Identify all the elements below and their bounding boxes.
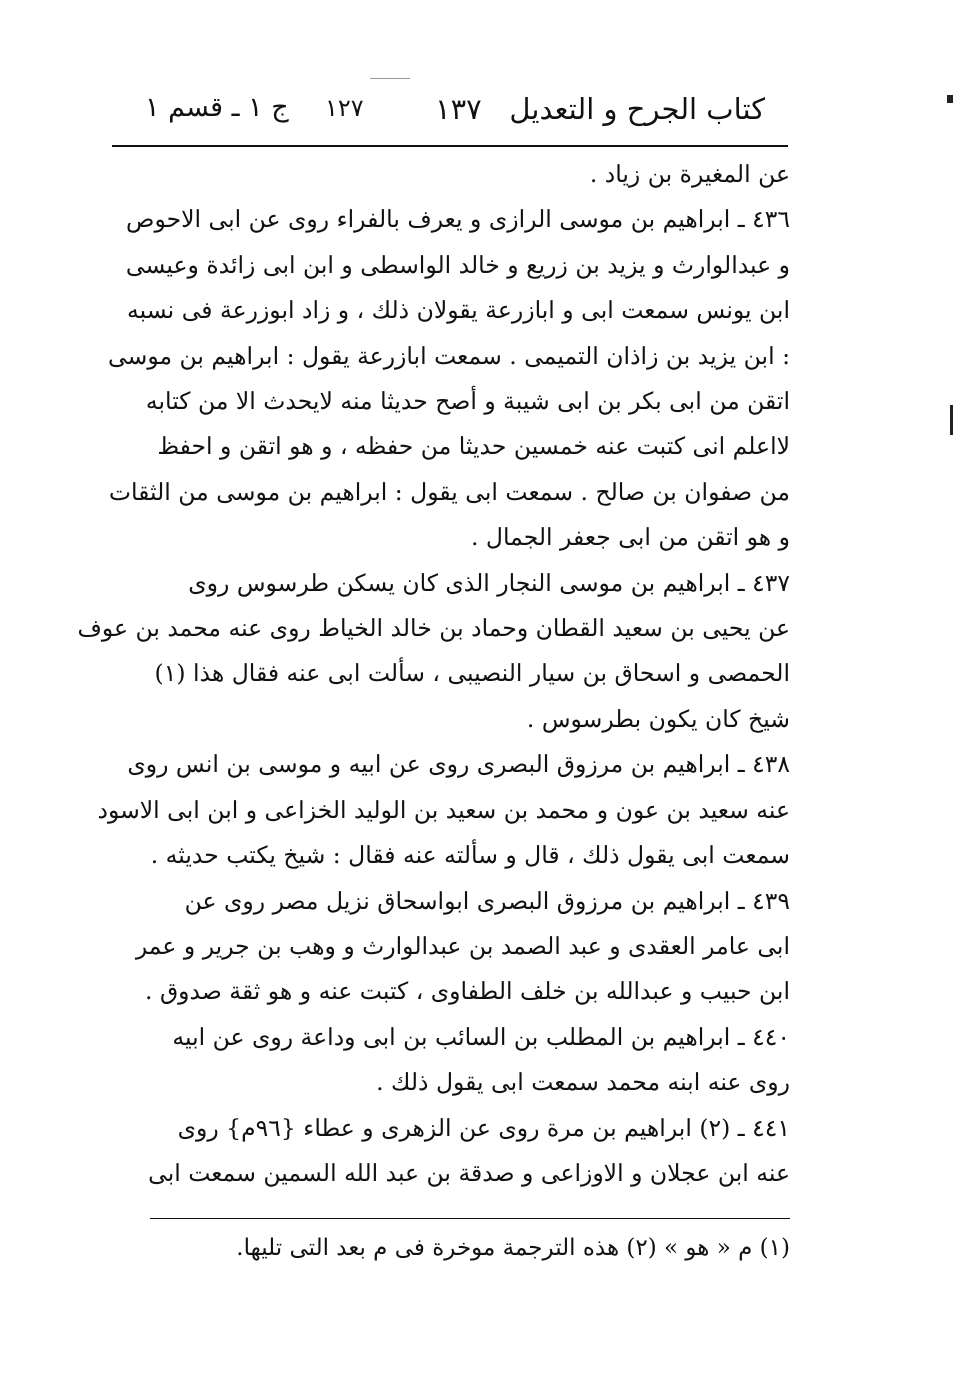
- header-rule: [112, 145, 788, 147]
- text-line: روى عنه ابنه محمد سمعت ابى يقول ذلك .: [376, 1068, 790, 1097]
- alternate-page-number: ١٢٧: [325, 94, 364, 122]
- text-line: شيخ كان يكون بطرسوس .: [526, 704, 790, 733]
- body-text: [77, 152, 790, 1196]
- footnote-rule: [150, 1218, 790, 1219]
- footnote: (١) م « هو » (٢) هذه الترجمة موخرة فى م بعد التى تليها.: [236, 1235, 790, 1261]
- text-line: من صفوان بن صالح . سمعت ابى يقول : ابراهيم بن موسى من الثقات: [108, 477, 790, 506]
- text-line: ٤٣٦ ـ ابراهيم بن موسى الرازى و يعرف بالفراء روى عن ابى الاحوص: [126, 205, 790, 234]
- book-title: كتاب الجرح و التعديل: [509, 92, 765, 126]
- text-line: عن يحيى بن سعيد القطان وحماد بن خالد الخياط روى عنه محمد بن عوف: [77, 614, 790, 643]
- text-line: سمعت ابى يقول ذلك ، قال و سألته عنه فقال : شيخ يكتب حديثه .: [150, 841, 790, 870]
- text-line: عنه ابن عجلان و الاوزاعى و صدقة بن عبد الله السمين سمعت ابى: [148, 1158, 790, 1187]
- text-line: عن المغيرة بن زياد .: [589, 160, 790, 188]
- volume-label: ج ١ ـ قسم ١: [145, 92, 289, 123]
- text-line: ابى عامر العقدى و عبد الصمد بن عبدالوارث و وهب بن جرير و عمر: [135, 931, 790, 960]
- text-line: ابن حبيب و عبدالله بن خلف الطفاوى ، كتبت عنه و هو ثقة صدوق .: [145, 977, 790, 1006]
- text-line: و هو اتقن من ابى جعفر الجمال .: [470, 523, 790, 552]
- text-line: الحمصى و اسحاق بن سيار النصيبى ، سألت ابى عنه فقال هذا (١): [154, 659, 790, 688]
- text-line: اتقن من ابى بكر بن ابى شيبة و أصح حديثا منه لايحدث الا من كتابه: [145, 387, 790, 416]
- text-line: و عبدالوارث و يزيد بن زريع و خالد الواسطى و ابن ابى زائدة وعيسى: [125, 250, 790, 279]
- text-line: ابن يونس سمعت ابى و ابازرعة يقولان ذلك ، و زاد ابوزرعة فى نسبه: [127, 296, 790, 325]
- text-line: ٤٤١ ـ (٢) ابراهيم بن مرة روى عن الزهرى و عطاء {٩٦م} روى: [177, 1113, 790, 1142]
- text-line: عنه سعيد بن عون و محمد بن سعيد بن الوليد الخزاعى و ابن ابى الاسود: [97, 795, 790, 824]
- text-line: ٤٣٧ ـ ابراهيم بن موسى النجار الذى كان يسكن طرسوس روى: [188, 568, 790, 597]
- text-line: لااعلم انى كتبت عنه خمسين حديثا من حفظه ، و هو اتقن و احفظ: [157, 432, 790, 461]
- text-line: ٤٣٩ ـ ابراهيم بن مرزوق البصرى ابواسحاق نزيل مصر روى عن: [184, 886, 790, 915]
- text-line: : ابن يزيد بن زاذان التميمى . سمعت ابازرعة يقول : ابراهيم بن موسى: [108, 341, 790, 370]
- page-number: ١٣٧: [435, 92, 482, 126]
- top-dash-mark: [370, 78, 410, 79]
- text-line: ٤٤٠ ـ ابراهيم بن المطلب بن السائب بن ابى وداعة روى عن ابيه: [172, 1022, 790, 1051]
- edge-mark-top: [947, 95, 953, 103]
- text-line: ٤٣٨ ـ ابراهيم بن مرزوق البصرى روى عن ابيه و موسى بن انس روى: [127, 750, 790, 779]
- page-header: [115, 88, 785, 138]
